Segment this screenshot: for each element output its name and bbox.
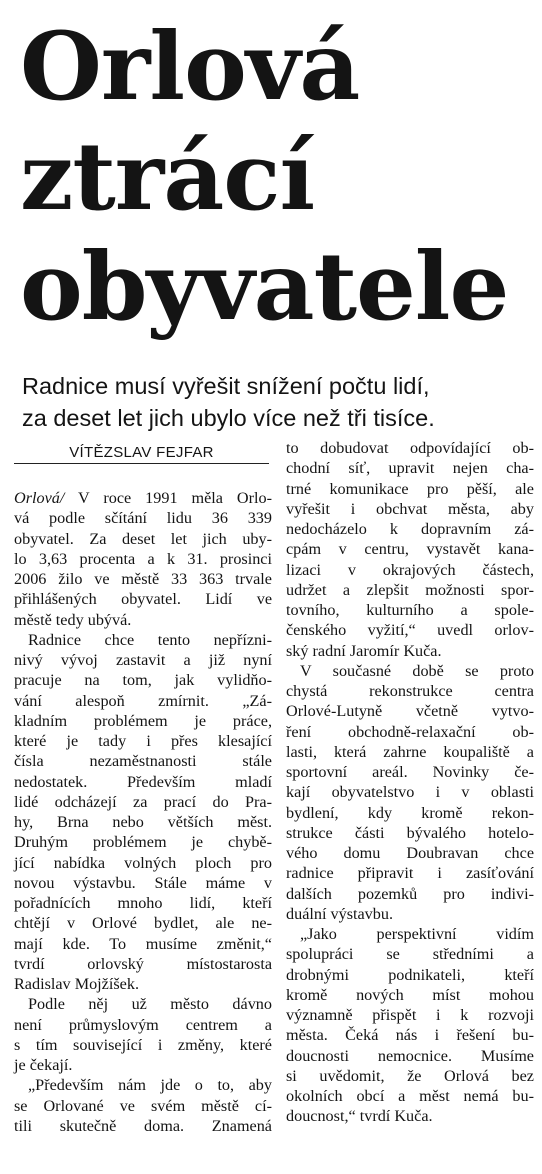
- text-line: chystá rekonstrukce centra: [286, 682, 534, 700]
- text-line: novou výstavbu. Stále máme v: [14, 873, 272, 892]
- text-line: vého domu Doubravan chce: [286, 844, 534, 862]
- text-line: doucnost,“ tvrdí Kuča.: [286, 1107, 433, 1126]
- text-line: Druhým problémem je chybě-: [14, 833, 272, 852]
- text-line: 2006 žilo ve městě 33 363 trvale: [14, 570, 272, 588]
- text-line: pracuje na tom, jak vylidňo-: [14, 671, 272, 690]
- text-line: radnice připravit i zasíťování: [286, 864, 534, 883]
- text-line: trné komunikace pro pěší, ale: [286, 479, 534, 498]
- text-line: „Jako perspektivní vidím: [300, 925, 534, 943]
- headline: [20, 12, 530, 342]
- text-line: nedostatek. Především mladí: [14, 772, 272, 791]
- text-line: vání alespoň zmírnit. „Zá-: [14, 691, 272, 710]
- dateline: Orlová/: [14, 489, 65, 507]
- text-line: udržet a zlepšit možnosti spor-: [286, 580, 534, 599]
- text-line: kladním problémem je práce,: [14, 711, 272, 730]
- text-line: přihlášených obyvatel. Lidí ve: [14, 590, 272, 609]
- text-line: s tím související i změny, které: [14, 1035, 272, 1054]
- subtitle-line: za deset let jich ubylo více než tři tisíce.: [22, 405, 435, 431]
- text-line: vyřešit i obchvat města, aby: [286, 499, 534, 518]
- text-line: sportovní areál. Novinky če-: [286, 763, 534, 781]
- text-line: čísla nezaměstnanosti stále: [14, 752, 272, 771]
- text-line: duální výstavbu.: [286, 904, 394, 923]
- text-line: které je tady i přes klesající: [14, 732, 272, 750]
- text-line: lizaci v okrajových částech,: [286, 560, 534, 579]
- text-line: cpám v centru, vystavět kana-: [286, 540, 534, 559]
- text-line: významně přispět i k rozvoji: [286, 1006, 534, 1024]
- text-line: to dobudovat odpovídající ob-: [286, 439, 534, 457]
- text-line: ření obchodně-relaxační ob-: [286, 722, 534, 741]
- text-line: mají kde. To musíme změnit,“: [14, 934, 272, 953]
- subtitle-line: Radnice musí vyřešit snížení počtu lidí,: [22, 373, 430, 399]
- text-line: tvrdí orlovský místostarosta: [14, 954, 272, 973]
- article-column-2: [286, 438, 534, 1127]
- text-line: lidé odcházejí za prací do Pra-: [14, 792, 272, 811]
- text-line: bydlení, kdy kromě rekon-: [286, 803, 534, 822]
- text-line: čenského vyžití,“ uvedl orlov-: [286, 621, 534, 640]
- text-line: Orlová/ V roce 1991 měla Orlo-: [14, 489, 272, 507]
- text-line: kromě nových míst mohou: [286, 985, 534, 1004]
- text-line: chodní síť, upravit nejen cha-: [286, 459, 534, 478]
- text-line: „Především nám jde o to, aby: [28, 1076, 272, 1095]
- text-line: není průmyslovým centrem a: [14, 1015, 272, 1034]
- text-line: si uvědomit, že Orlová bez: [286, 1066, 534, 1085]
- text-line: okolních obcí a měst nemá bu-: [286, 1087, 534, 1105]
- text-line: Podle něj už město dávno: [28, 995, 272, 1014]
- text-line: strukce části bývalého hotelo-: [286, 823, 534, 842]
- text-line: Radislav Mojžíšek.: [14, 975, 139, 993]
- text-line: drobnými podnikateli, kteří: [286, 965, 534, 984]
- text-line: ský radní Jaromír Kuča.: [286, 641, 442, 660]
- text-line: Radnice chce tento nepřízni-: [28, 630, 272, 649]
- text-line: kají obyvatelstvo i v oblasti: [286, 783, 534, 802]
- text-line: jící nabídka volných ploch pro: [14, 853, 272, 872]
- text-line: pořadnících mnoho lidí, kteří: [14, 894, 272, 912]
- text-line: dalších pozemků pro indivi-: [286, 884, 534, 903]
- headline-line: ztrácí: [20, 122, 315, 232]
- text-line: se Orlované ve svém městě cí-: [14, 1096, 272, 1115]
- subtitle: [22, 370, 532, 434]
- headline-line: Orlová: [20, 12, 360, 122]
- text-line: lo 3,63 procenta a k 31. prosinci: [14, 549, 272, 568]
- text-line: tili skutečně doma. Znamená: [14, 1116, 272, 1135]
- text-line: nivý vývoj zastavit a již nyní: [14, 651, 272, 669]
- text-line: Orlové-Lutyně včetně vytvo-: [286, 702, 534, 721]
- text-line: doucnosti nemocnice. Musíme: [286, 1046, 534, 1065]
- text-line: je čekají.: [14, 1056, 73, 1074]
- article-column-1: [14, 488, 272, 1136]
- text-line: spolupráci se středními a: [286, 945, 534, 964]
- text-line: V současné době se proto: [300, 661, 534, 680]
- text-line: chtějí v Orlové bydlet, ale ne-: [14, 914, 272, 933]
- text-line: městě tedy ubývá.: [14, 610, 132, 629]
- text-line: obyvatel. Za deset let jich uby-: [14, 529, 272, 548]
- author-byline: VÍTĚZSLAV FEJFAR: [14, 444, 269, 464]
- text-line: nedocházelo k dopravním zá-: [286, 520, 534, 538]
- text-line: města. Čeká nás i řešení bu-: [286, 1026, 534, 1045]
- headline-line: obyvatele: [20, 232, 509, 342]
- text-line: lasti, která zahrne koupaliště a: [286, 742, 534, 761]
- text-line: tovního, kulturního a spole-: [286, 601, 534, 619]
- text-line: hy, Brna nebo větších měst.: [14, 813, 272, 831]
- text-line: vá podle sčítání lidu 36 339: [14, 509, 272, 528]
